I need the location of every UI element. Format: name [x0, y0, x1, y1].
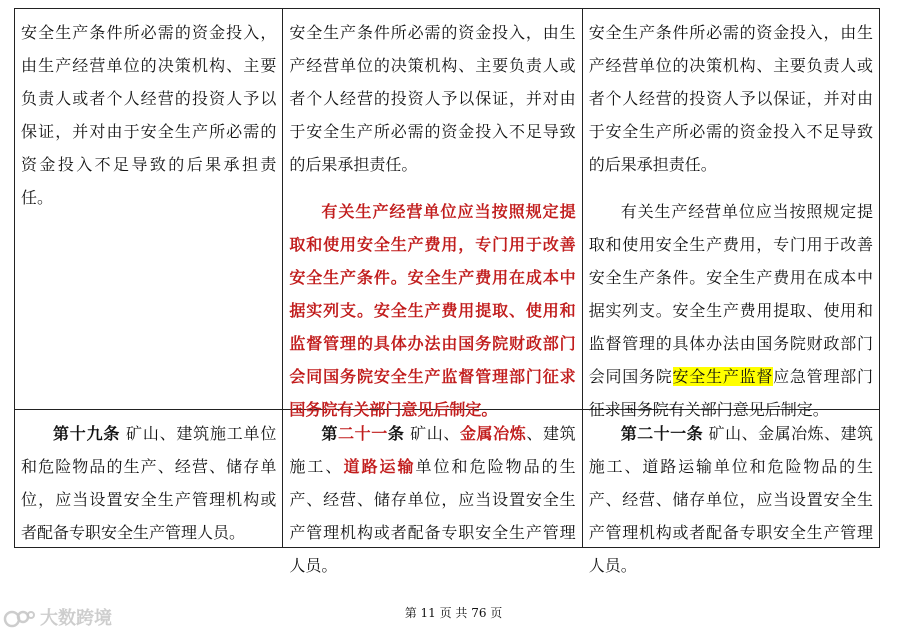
table-row	[15, 9, 879, 419]
paragraph-text: 有关生产经营单位应当按照规定提取和使用安全生产费用，专门用于改善安全生产条件。安全生产费用在成本中据实列支。安全生产费用提取、使用和监督管理的具体办法由国务院财政部门会同国务院	[588, 202, 873, 386]
article-number-suffix: 条	[387, 424, 405, 443]
comparison-table	[14, 8, 880, 575]
article-number-prefix: 第	[321, 424, 338, 443]
paragraph	[589, 417, 873, 582]
article-text: 矿山、金属冶炼、建筑施工、道路运输单位和危险物品的生产、经营、储存单位，应当设置安全生产管理机构或者配备专职安全生产管理人员。	[588, 424, 873, 575]
paragraph	[589, 195, 873, 426]
article-text: 矿山、建筑施工单位和危险物品的生产、经营、储存单位，应当设置安全生产管理机构或者配备专职安全生产管理人员。	[21, 424, 277, 542]
paragraph-text: 应急管理部门征求国务院有关部门意见后制定。	[588, 367, 873, 419]
table-cell-draft	[283, 9, 582, 419]
added-paragraph: 有关生产经营单位应当按照规定提取和使用安全生产费用，专门用于改善安全生产条件。安全生产费用在成本中据实列支。安全生产费用提取、使用和监督管理的具体办法由国务院财政部门会同国务院安全生产监督管理部门征求国务院有关部门意见后制定。	[289, 202, 576, 419]
table-cell-old-law	[15, 410, 283, 548]
article-text: 矿山、	[410, 424, 460, 443]
article-text: 单位和危险物品的生产、经营、储存单位，应当设置安全生产管理机构或者配备专职安全生产管理人员。	[289, 457, 576, 575]
page-number: 第 11 页 共 76 页	[404, 606, 503, 620]
table-cell-draft	[283, 410, 582, 575]
paragraph	[21, 417, 276, 549]
paragraph: 安全生产条件所必需的资金投入，由生产经营单位的决策机构、主要负责人或者个人经营的投资人予以保证，并对由于安全生产所必需的资金投入不足导致的后果承担责任。	[21, 23, 277, 207]
table-cell-new-law	[583, 9, 879, 419]
paragraph	[289, 417, 575, 582]
table-cell-new-law	[583, 410, 879, 575]
article-text: 、建筑施工、	[289, 424, 576, 476]
added-text: 道路运输	[343, 457, 416, 476]
paragraph: 安全生产条件所必需的资金投入，由生产经营单位的决策机构、主要负责人或者个人经营的投资人予以保证，并对由于安全生产所必需的资金投入不足导致的后果承担责任。	[588, 23, 873, 174]
added-text: 金属冶炼	[459, 424, 527, 443]
table-cell-old-law	[15, 9, 283, 409]
article-number: 第二十一条	[620, 424, 704, 443]
table-row	[15, 410, 879, 575]
article-number-changed: 二十一	[337, 424, 388, 443]
article-number: 第十九条	[53, 424, 121, 443]
highlighted-text: 安全生产监督	[672, 367, 774, 386]
watermark-text: 大数跨境	[40, 608, 112, 629]
paragraph: 安全生产条件所必需的资金投入，由生产经营单位的决策机构、主要负责人或者个人经营的投资人予以保证，并对由于安全生产所必需的资金投入不足导致的后果承担责任。	[289, 23, 576, 174]
